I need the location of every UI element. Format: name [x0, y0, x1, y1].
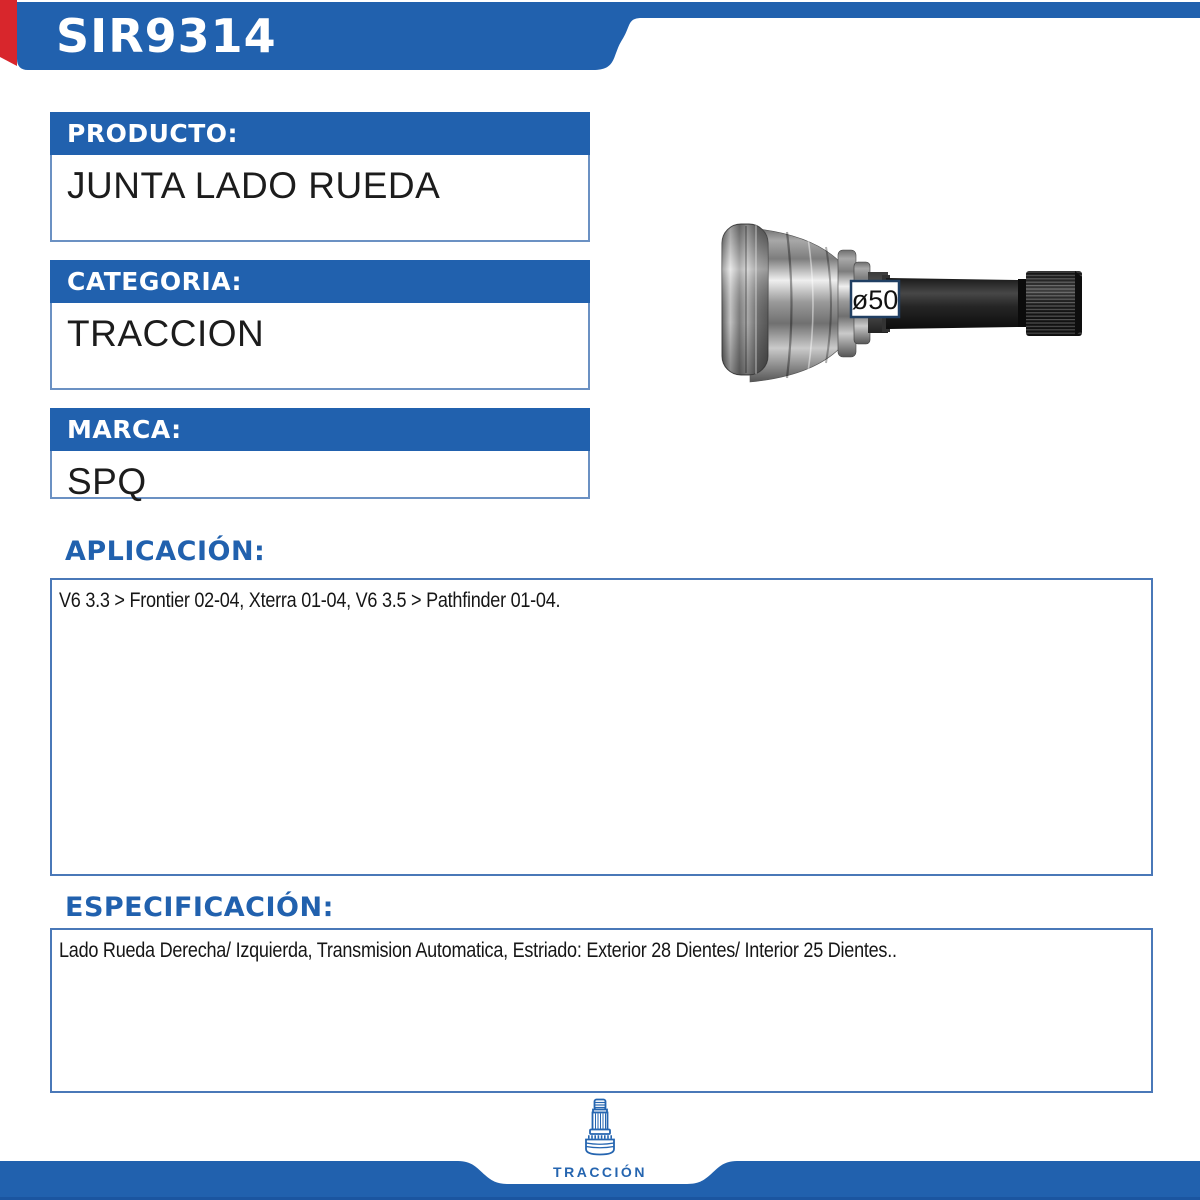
footer-category-label: TRACCIÓN [553, 1164, 647, 1180]
cv-joint-icon [578, 1098, 622, 1160]
cv-shaft [886, 278, 1020, 329]
field-categoria [50, 260, 590, 390]
especificacion-box [50, 928, 1153, 1093]
aplicacion-box [50, 578, 1153, 876]
especificacion-text: Lado Rueda Derecha/ Izquierda, Transmision Automatica, Estriado: Exterior 28 Dientes/ Interior 25 Dientes.. [59, 939, 897, 962]
field-producto-label: PRODUCTO: [50, 112, 590, 155]
especificacion-heading: ESPECIFICACIÓN: [65, 892, 334, 923]
aplicacion-text: V6 3.3 > Frontier 02-04, Xterra 01-04, V6 3.5 > Pathfinder 01-04. [59, 589, 561, 612]
svg-text:ø50: ø50 [851, 285, 899, 315]
field-marca-value: SPQ [50, 451, 590, 499]
cv-shaft-groove [1018, 279, 1026, 327]
field-marca [50, 408, 590, 502]
field-producto [50, 112, 590, 242]
aplicacion-heading: APLICACIÓN: [65, 536, 266, 567]
field-categoria-value: TRACCION [50, 303, 590, 390]
field-marca-label: MARCA: [50, 408, 590, 451]
diameter-label [851, 281, 899, 317]
product-photo [690, 200, 1110, 410]
field-producto-value: JUNTA LADO RUEDA [50, 155, 590, 242]
red-accent-tab [0, 0, 17, 66]
field-categoria-label: CATEGORIA: [50, 260, 590, 303]
product-sku: SIR9314 [56, 9, 277, 63]
